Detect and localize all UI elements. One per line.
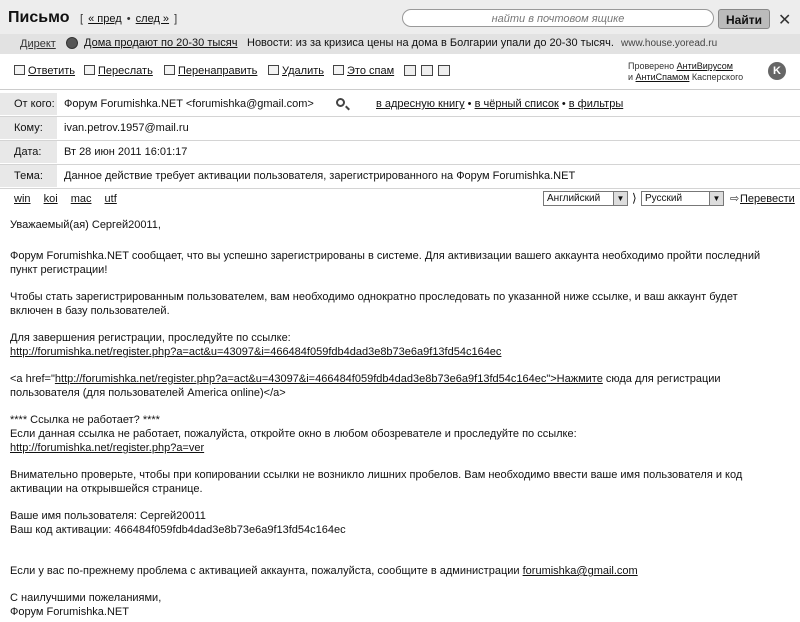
checked-suffix: Касперского: [689, 72, 744, 82]
spam-label: Это спам: [347, 65, 395, 77]
para-6-line-2: активации на открывшейся странице.: [10, 483, 203, 495]
message-nav: [80, 13, 177, 25]
nav-bracket-open: [: [80, 13, 84, 25]
redirect-button[interactable]: [164, 65, 257, 77]
admin-email-link[interactable]: forumishka@gmail.com: [522, 565, 638, 577]
chevron-down-icon: ▼: [709, 192, 723, 205]
nav-bracket-close: ]: [174, 13, 178, 25]
kaspersky-check: [628, 61, 743, 83]
para-4-line-1: [10, 373, 721, 387]
prev-link[interactable]: « пред: [88, 13, 122, 25]
verify-link-text: http://forumishka.net/register.php?a=ver: [10, 442, 205, 454]
checked-prefix: Проверено: [628, 61, 677, 71]
antivirus-link[interactable]: АнтиВирусом: [676, 61, 733, 71]
save-icon[interactable]: [438, 65, 450, 76]
toolbar: [0, 55, 800, 90]
spam-button[interactable]: [333, 65, 394, 77]
para-1-line-2: пункт регистрации!: [10, 264, 108, 276]
para-4-line-2: пользователя (для пользователей America online)</a>: [10, 387, 286, 399]
address-book-link[interactable]: в адресную книгу: [376, 98, 465, 110]
delete-icon: [268, 65, 279, 75]
page-title: Письмо: [8, 9, 70, 26]
source-language-value: Английский: [547, 193, 601, 204]
to-value: ivan.petrov.1957@mail.ru: [64, 122, 189, 134]
to-row: [0, 117, 800, 141]
username-line: Ваше имя пользователя: Сергей20011: [10, 510, 206, 522]
delete-label: Удалить: [282, 65, 324, 77]
kaspersky-logo: K: [768, 62, 786, 80]
target-language-select[interactable]: [641, 191, 724, 206]
encoding-utf[interactable]: utf: [104, 193, 117, 205]
antispam-link[interactable]: АнтиСпамом: [635, 72, 690, 82]
redirect-label: Перенаправить: [178, 65, 258, 77]
date-value: Вт 28 июн 2011 16:01:17: [64, 146, 188, 158]
from-row: [0, 93, 800, 117]
para-2-line-2: включен в базу пользователей.: [10, 305, 170, 317]
source-language-select[interactable]: [543, 191, 628, 206]
para-8-text: Если у вас по-прежнему проблема с активацией аккаунта, пожалуйста, сообщите в администрации: [10, 565, 523, 577]
reply-label: Ответить: [28, 65, 76, 77]
para-5-line-2: Если данная ссылка не работает, пожалуйста, откройте окно в любом обозревателе и проследуйте по ссылке:: [10, 428, 577, 440]
reply-button[interactable]: [14, 65, 75, 77]
sender-actions: [376, 93, 623, 115]
next-link[interactable]: след »: [135, 13, 170, 25]
header-bar: [0, 0, 800, 34]
globe-icon: [66, 37, 78, 49]
register-link[interactable]: [10, 346, 501, 360]
delete-button[interactable]: [268, 65, 324, 77]
forward-icon: [84, 65, 95, 75]
translate-label: Перевести: [740, 193, 795, 205]
para-1-line-1: Форум Forumishka.NET сообщает, что вы успешно зарегистрированы в системе. Для активизации вашего аккаунта необходимо пройти последний: [10, 250, 761, 262]
target-language-value: Русский: [645, 193, 683, 204]
subject-label: Тема:: [0, 165, 57, 187]
para-8: [10, 565, 638, 579]
bullet-1: •: [467, 98, 472, 110]
redirect-icon: [164, 65, 175, 75]
encoding-koi[interactable]: koi: [43, 193, 58, 205]
arrow-right-icon: ⇨: [730, 193, 740, 205]
from-label: От кого:: [0, 93, 57, 115]
direct-label[interactable]: Директ: [20, 38, 56, 50]
ad-text: Новости: из за кризиса цены на дома в Болгарии упали до 20-30 тысяч.: [247, 37, 614, 49]
para-3-line-1: Для завершения регистрации, проследуйте по ссылке:: [10, 332, 291, 344]
close-icon[interactable]: ✕: [778, 12, 792, 29]
nav-separator: •: [126, 13, 131, 25]
checked-and: и: [628, 72, 636, 82]
reply-icon: [14, 65, 25, 75]
forward-button[interactable]: [84, 65, 153, 77]
ad-link[interactable]: Дома продают по 20-30 тысяч: [84, 37, 238, 49]
encoding-links: [14, 193, 127, 205]
spam-icon: [333, 65, 344, 75]
activation-code-line: Ваш код активации: 466484f059fdb4dad3e8b73e6a9f13fd54c164ec: [10, 524, 346, 536]
subject-value: Данное действие требует активации пользователя, зарегистрированного на Форум Forumishka.NET: [64, 170, 576, 182]
blacklist-link[interactable]: в чёрный список: [474, 98, 559, 110]
translate-button[interactable]: [730, 192, 795, 205]
encoding-mac[interactable]: mac: [70, 193, 92, 205]
bullet-2: •: [561, 98, 566, 110]
print-icon[interactable]: [404, 65, 416, 76]
ad-url[interactable]: www.house.yoread.ru: [621, 38, 718, 49]
to-label: Кому:: [0, 117, 57, 139]
verify-link[interactable]: [10, 442, 204, 456]
greeting: Уважаемый(ая) Сергей20011,: [10, 219, 161, 231]
register-link-aol[interactable]: http://forumishka.net/register.php?a=act&u=43097&i=466484f059fdb4dad3e8b73e6a9f13fd54c164ec">Нажмите: [54, 373, 603, 385]
date-label: Дата:: [0, 141, 57, 163]
from-value: Форум Forumishka.NET <forumishka@gmail.com>: [64, 98, 314, 110]
date-row: [0, 141, 800, 165]
para-5-line-1: **** Ссылка не работает? ****: [10, 414, 160, 426]
signature-line-1: С наилучшими пожеланиями,: [10, 592, 162, 604]
signature-line-2: Форум Forumishka.NET: [10, 606, 129, 618]
para-2-line-1: Чтобы стать зарегистрированным пользователем, вам необходимо однократно проследовать по указанной ниже ссылке, и ваш аккаунт будет: [10, 291, 738, 303]
subject-row: [0, 165, 800, 189]
register-link-text: http://forumishka.net/register.php?a=act&u=43097&i=466484f059fdb4dad3e8b73e6a9f13fd54c164ec: [10, 346, 502, 358]
find-button[interactable]: Найти: [718, 9, 770, 29]
filters-link[interactable]: в фильтры: [568, 98, 624, 110]
para-6-line-1: Внимательно проверьте, чтобы при копировании ссылки не возникло лишних пробелов. Вам необходимо ввести ваше имя пользователя и код: [10, 469, 743, 481]
ad-line: [0, 34, 800, 54]
forward-label: Переслать: [98, 65, 153, 77]
chevron-down-icon: ▼: [613, 192, 627, 205]
search-input[interactable]: найти в почтовом ящике: [402, 9, 714, 27]
html-tag-open: <a href=": [10, 373, 55, 385]
encoding-win[interactable]: win: [14, 193, 31, 205]
rfc-icon[interactable]: [421, 65, 433, 76]
para-4-tail: сюда для регистрации: [602, 373, 721, 385]
magnifier-icon[interactable]: [336, 98, 345, 107]
swap-icon: ⟩: [632, 191, 637, 205]
